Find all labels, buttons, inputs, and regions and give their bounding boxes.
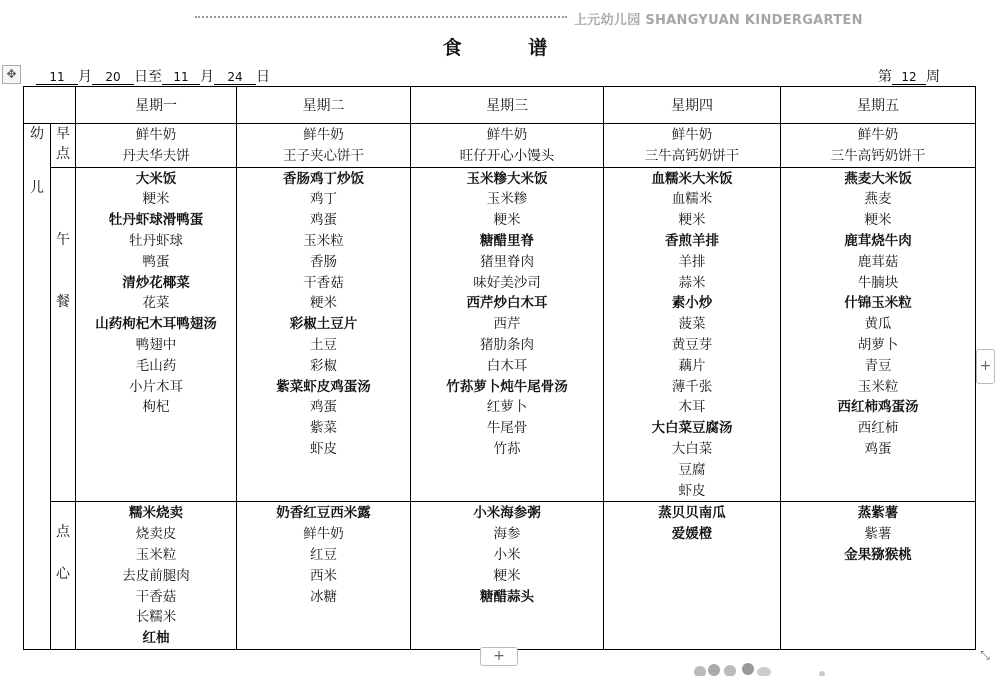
week-prefix: 第 (878, 69, 892, 85)
lunch-cell (76, 167, 237, 502)
week-num: 12 (892, 70, 926, 85)
day-header: 星期四 (604, 87, 781, 124)
menu-item: 蒜米 (678, 274, 706, 291)
menu-item: 味好美沙司 (473, 274, 541, 291)
menu-item: 粳米 (493, 212, 521, 229)
menu-item: 西芹炒白木耳 (466, 295, 548, 312)
breakfast-cell (781, 124, 976, 168)
menu-item: 红萝卜 (486, 399, 528, 416)
menu-item: 牛腩块 (857, 274, 899, 291)
menu-item: 小米海参粥 (473, 505, 541, 522)
corner-cell (24, 87, 76, 124)
week-suffix: 周 (926, 69, 940, 85)
snack-cell (76, 502, 237, 650)
snack-cell (781, 502, 976, 650)
menu-item: 鹿茸菇 (857, 253, 899, 270)
week-number (878, 66, 940, 86)
menu-item: 西芹 (493, 316, 521, 333)
menu-item: 竹荪 (493, 440, 521, 457)
group-label-char: 幼 (30, 126, 44, 142)
menu-item: 玉米粒 (857, 378, 899, 395)
menu-item: 蒸贝贝南瓜 (658, 505, 726, 522)
menu-item: 大白菜豆腐汤 (651, 420, 733, 437)
add-column-icon[interactable]: + (976, 349, 995, 384)
menu-item: 黄豆芽 (671, 336, 713, 353)
menu-item: 鲜牛奶 (135, 127, 177, 143)
snack-cell (604, 502, 781, 650)
month-label-2: 月 (200, 69, 214, 85)
menu-item: 鸭翅中 (135, 336, 177, 353)
menu-item: 菠菜 (678, 316, 706, 333)
menu-item: 粳米 (310, 295, 337, 312)
menu-item: 什锦玉米粒 (844, 295, 912, 312)
menu-item: 大米饭 (135, 170, 177, 187)
menu-item: 山药枸杞木耳鸭翅汤 (95, 316, 217, 333)
menu-item: 冰糖 (310, 588, 337, 605)
meal-label-char: 点 (56, 524, 70, 541)
menu-item: 爱媛橙 (671, 526, 713, 543)
snack-cell (411, 502, 604, 650)
menu-item: 牛尾骨 (486, 420, 528, 437)
menu-item: 鲜牛奶 (303, 127, 344, 143)
menu-item: 红柚 (142, 630, 170, 647)
menu-item: 鲜牛奶 (671, 127, 713, 143)
menu-item: 长糯米 (135, 609, 177, 626)
menu-item: 鸭蛋 (142, 253, 170, 270)
month-label: 月 (78, 69, 92, 85)
menu-item: 虾皮 (678, 482, 706, 499)
menu-item: 玉米糁大米饭 (466, 170, 548, 187)
table-move-handle-icon[interactable]: ✥ (2, 65, 21, 84)
day-header: 星期一 (76, 87, 237, 124)
lunch-items (604, 168, 780, 502)
menu-item: 干香菇 (303, 274, 344, 291)
day-to-label: 日至 (134, 69, 162, 85)
meal-label-lunch (51, 167, 76, 502)
meal-label-snack (51, 502, 76, 650)
menu-item: 王子夹心饼干 (283, 147, 364, 164)
menu-item: 金果猕猴桃 (844, 546, 912, 563)
menu-item: 粳米 (678, 212, 706, 229)
date-range (36, 66, 270, 86)
snack-items (781, 502, 975, 565)
group-label-cell (24, 124, 51, 650)
menu-item: 西红柿 (857, 420, 899, 437)
header-dotted-line (195, 16, 567, 18)
menu-item: 奶香红豆西米露 (276, 505, 371, 522)
menu-item: 粳米 (864, 212, 892, 229)
decorative-children-illustration-icon (690, 658, 830, 676)
day-header: 星期二 (237, 87, 411, 124)
menu-item: 薄千张 (671, 378, 713, 395)
end-month: 11 (162, 70, 200, 85)
lunch-items (237, 168, 410, 460)
lunch-cell (781, 167, 976, 502)
menu-item: 燕麦 (864, 191, 892, 208)
menu-item: 红豆 (310, 546, 337, 563)
day-label: 日 (256, 69, 270, 85)
lunch-items (76, 168, 236, 419)
menu-item: 鸡蛋 (310, 399, 337, 416)
menu-item: 竹荪萝卜炖牛尾骨汤 (446, 378, 568, 395)
lunch-cell (604, 167, 781, 502)
menu-item: 彩椒土豆片 (289, 316, 358, 333)
menu-item: 素小炒 (671, 295, 713, 312)
menu-item: 西米 (310, 567, 337, 584)
start-day: 20 (92, 70, 134, 85)
menu-item: 花菜 (142, 295, 170, 312)
end-day: 24 (214, 70, 256, 85)
menu-item: 烧卖皮 (135, 526, 177, 543)
meal-label-char: 点 (56, 146, 70, 162)
menu-item: 三牛高钙奶饼干 (830, 147, 926, 164)
menu-item: 丹夫华夫饼 (122, 147, 190, 164)
snack-items (411, 502, 603, 607)
snack-items (76, 502, 236, 649)
menu-item: 白木耳 (486, 357, 528, 374)
menu-item: 羊排 (678, 253, 706, 270)
menu-item: 蒸紫薯 (857, 505, 899, 522)
breakfast-cell (76, 124, 237, 168)
menu-item: 清炒花椰菜 (122, 274, 190, 291)
menu-item: 猪里脊肉 (480, 253, 534, 270)
menu-item: 枸杞 (142, 399, 170, 416)
menu-item: 血糯米大米饭 (651, 170, 733, 187)
day-header: 星期五 (781, 87, 976, 124)
lunch-cell (411, 167, 604, 502)
menu-item: 西红柿鸡蛋汤 (837, 399, 919, 416)
lunch-items (781, 168, 975, 460)
menu-item: 鲜牛奶 (303, 526, 344, 543)
meal-label-breakfast (51, 124, 76, 168)
menu-table (23, 86, 976, 650)
menu-item: 彩椒 (310, 357, 337, 374)
lunch-items (411, 168, 603, 460)
menu-item: 糖醋蒜头 (480, 588, 534, 605)
menu-item: 玉米糁 (486, 191, 528, 208)
menu-item: 干香菇 (135, 588, 177, 605)
snack-items (604, 502, 780, 545)
menu-item: 黄瓜 (864, 316, 892, 333)
menu-item: 燕麦大米饭 (844, 170, 912, 187)
menu-item: 玉米粒 (135, 546, 177, 563)
menu-item: 粳米 (493, 567, 521, 584)
breakfast-cell (411, 124, 604, 168)
menu-item: 土豆 (310, 336, 337, 353)
menu-item: 香煎羊排 (665, 232, 719, 249)
menu-item: 小米 (493, 546, 521, 563)
menu-item: 旺仔开心小馒头 (459, 147, 555, 164)
menu-item: 大白菜 (671, 440, 713, 457)
menu-item: 紫薯 (864, 526, 892, 543)
menu-item: 鹿茸烧牛肉 (844, 232, 912, 249)
menu-item: 香肠鸡丁炒饭 (283, 170, 364, 187)
menu-item: 牡丹虾球 (129, 232, 183, 249)
menu-item: 鸡蛋 (864, 440, 892, 457)
menu-item: 粳米 (142, 191, 170, 208)
menu-item: 紫菜虾皮鸡蛋汤 (276, 378, 371, 395)
menu-item: 虾皮 (310, 440, 337, 457)
meal-label-char: 心 (56, 566, 70, 583)
menu-item: 胡萝卜 (857, 336, 899, 353)
lunch-cell (237, 167, 411, 502)
start-month: 11 (36, 70, 78, 85)
meal-label-char: 午 (56, 231, 70, 248)
breakfast-cell (604, 124, 781, 168)
snack-cell (237, 502, 411, 650)
menu-item: 青豆 (864, 357, 892, 374)
meal-label-char: 早 (56, 126, 70, 142)
menu-item: 木耳 (678, 399, 706, 416)
meal-label-char: 餐 (56, 293, 70, 310)
menu-item: 糯米烧卖 (129, 505, 183, 522)
menu-item: 小片木耳 (129, 378, 183, 395)
menu-item: 鸡丁 (310, 191, 337, 208)
menu-item: 藕片 (678, 357, 706, 374)
menu-item: 血糯米 (671, 191, 713, 208)
menu-item: 紫菜 (310, 420, 337, 437)
menu-item: 鸡蛋 (310, 212, 337, 229)
breakfast-cell (237, 124, 411, 168)
menu-item: 三牛高钙奶饼干 (644, 147, 740, 164)
add-row-icon[interactable]: + (480, 647, 518, 666)
group-label-char: 儿 (30, 180, 44, 196)
school-name: 上元幼儿园 SHANGYUAN KINDERGARTEN (574, 13, 863, 28)
menu-item: 香肠 (310, 253, 337, 270)
menu-item: 毛山药 (135, 357, 177, 374)
menu-item: 鲜牛奶 (486, 127, 528, 143)
menu-item: 豆腐 (678, 461, 706, 478)
menu-item: 猪肋条肉 (480, 336, 534, 353)
page-title: 食 谱 (442, 37, 578, 59)
menu-item: 糖醋里脊 (480, 232, 534, 249)
menu-item: 鲜牛奶 (857, 127, 899, 143)
table-resize-icon[interactable]: ⤡ (980, 648, 990, 662)
menu-item: 去皮前腿肉 (122, 567, 190, 584)
menu-item: 海参 (493, 526, 521, 543)
menu-item: 玉米粒 (303, 232, 344, 249)
menu-item: 牡丹虾球滑鸭蛋 (108, 212, 204, 229)
snack-items (237, 502, 410, 607)
day-header: 星期三 (411, 87, 604, 124)
